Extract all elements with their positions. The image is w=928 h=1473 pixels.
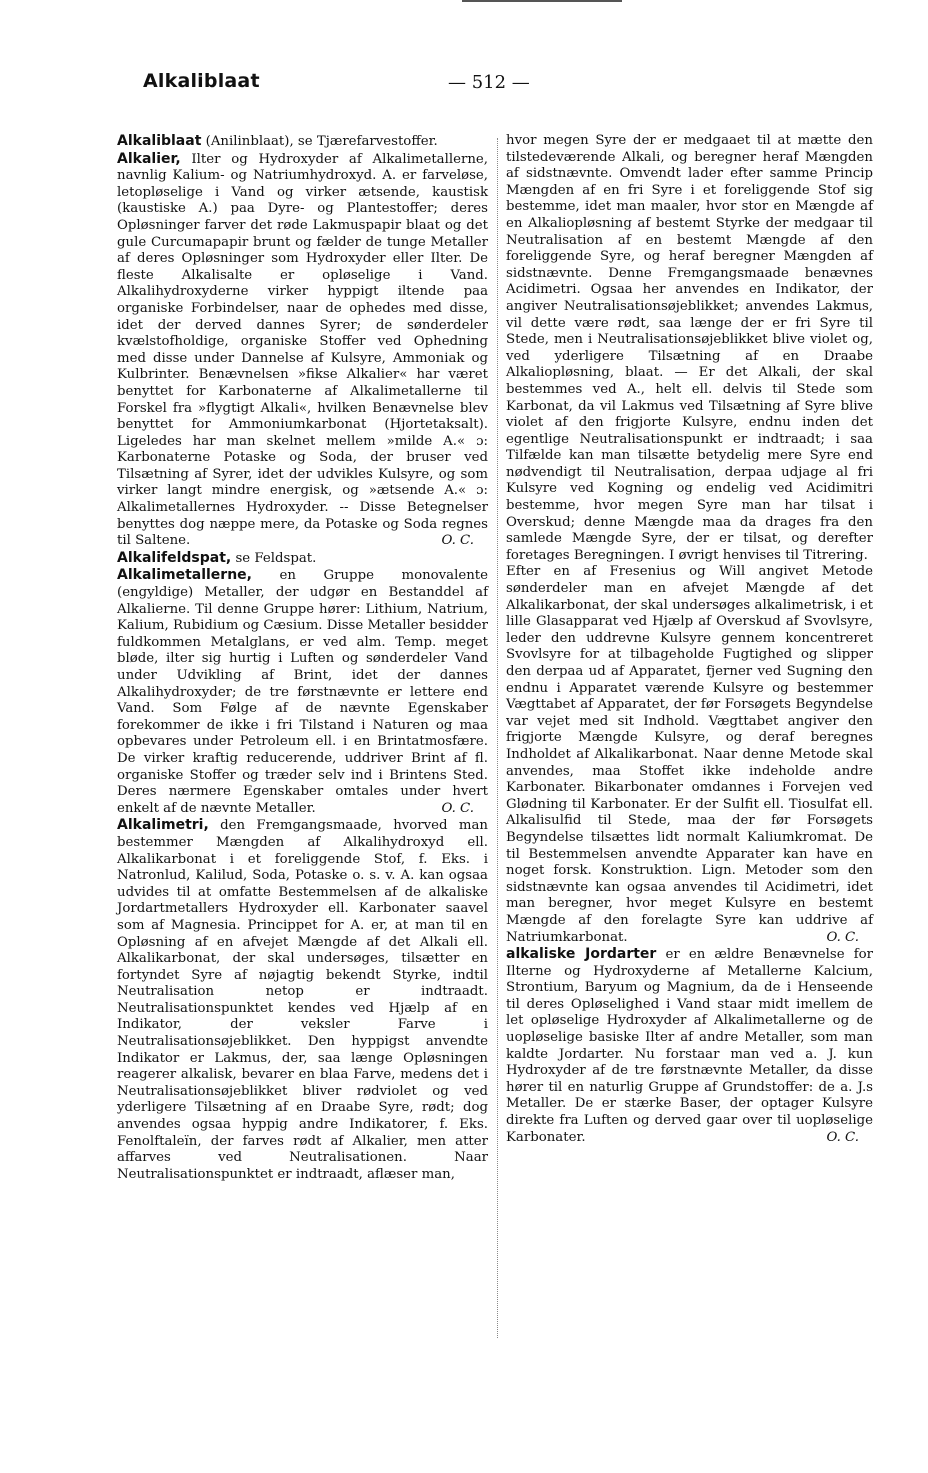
entry-alkalimetallerne [117,567,488,817]
entry-alkaliske-jordarter [506,946,873,1146]
signature: O. C. [441,800,474,816]
column-divider [497,138,498,1338]
headword: alkaliske Jordarter [506,946,657,963]
entry-text: er en ældre Benævnelse for Ilterne og Hydroxyderne af Metallerne Kalcium, Strontium, Baryum og Magnium, da de i Henseende til deres Opløselighed i Vand staar midt imellem de let opløselige Hydroxyder af Alkalimetallerne og de uopløselige basiske Ilter af andre Metaller, som man kaldte Jordarter. Nu forstaar man ved a. J. kun Hydroxyder af de tre førstnævnte Metaller, da disse hører til en naturlig Gruppe af Grundstoffer: de a. J.s Metaller. De er stærke Baser, der optager Kulsyre direkte fra Luften og derved gaar over til uopløselige Karbonater. [506,947,874,1145]
entry-text: Efter en af Fresenius og Will angivet Metode sønderdeler man en afvejet Mængde af det Alkalikarbonat, der skal undersøges alkalimetrisk, i et lille Glasapparat ved Hjælp af Overskud af Svovlsyre, leder den uddrevne Kulsyre gennem koncentreret Svovlsyre for at tilbageholde Fugtighed og slipper den derpaa ud af Apparatet, fjerner ved Sugning den endnu i Apparatet værende Kulsyre og bestemmer Vægttabet af Apparatet, der før Forsøgets Begyndelse var vejet med sit Indhold. Vægttabet angiver den frigjorte Mængde Kulsyre, og deraf beregnes Indholdet af Alkalikarbonat. Naar denne Metode skal anvendes, maa Stoffet ikke indeholde andre Karbonater. Bikarbonater omdannes i Forvejen ved Glødning til Karbonater. Er der Sulfit ell. Tiosulfat ell. Alkalisulfid til Stede, maa der før Forsøgets Begyndelse tilsættes lidt normalt Kaliumkromat. De til Bestemmelsen anvendte Apparater kan have en noget forsk. Konstruktion. Lign. Metoder som den sidstnævnte kan ogsaa anvendes til Acidimetri, idet man beregner, hvor meget Kulsyre en bestemt Mængde af den forelagte Syre kan uddrive af Natriumkarbonat. [506,564,873,945]
entry-text: se Feldspat. [235,550,317,566]
entry-text: Ilter og Hydroxyder af Alkalimetallerne, navnlig Kalium- og Natriumhydroxyd. A. er farveløse, letopløselige i Vand og virker ætsende, kaustisk (kaustiske A.) paa Dyre- og Plantestoffer; deres Opløsninger farver det røde Lakmuspapir blaat og det gule Curcumapapir brunt og fælder de tunge Metaller af deres Opløsninger som Hydroxyder eller Ilter. De fleste Alkalisalte er opløselige i Vand. Alkalihydroxyderne virker hyppigt iltende paa organiske Forbindelser, naar de ophedes med disse, idet der derved dannes Syrer; de sønderdeler kvælstofholdige, organiske Stoffer ved Ophedning med disse under Dannelse af Kulsyre, Ammoniak og Kulbrinter. Benævnelsen »fikse Alkalier« har været benyttet for Karbonaterne af Alkalimetallerne til Forskel fra »flygtigt Alkali«, hvilken Benævnelse blev benyttet for Ammoniumkarbonat (Hjortetaksalt). Ligeledes har man skelnet mellem »milde A.« ɔ: Karbonaterne Potaske og Soda, der bruser ved Tilsætning af Syrer, idet der udvikles Kulsyre, og som virker langt mindre energisk, og »ætsende A.« ɔ: Alkalimetallernes Hydroxyder. -- Disse Betegnelser benyttes dog næppe mere, da Potaske og Soda regnes til Saltene. [117,151,489,549]
running-head: Alkaliblaat [143,70,260,92]
right-column [506,133,873,1146]
entry-alkalimetri-continued [506,133,873,564]
entry-alkalimetri [117,817,488,1183]
entry-alkalifeldspat [117,550,488,568]
headword: Alkaliblaat [117,133,202,149]
entry-text: den Fremgangsmaade, hvorved man bestemmer Mængden af Alkalihydroxyd ell. Alkalikarbonat i et foreliggende Stof, f. Eks. i Natronlud, Kalilud, Soda, Potaske o. s. v. A. kan ogsaa udvides til at omfatte Bestemmelsen af de alkaliske Jordartmetallers Hydroxyder ell. Karbonater saavel som af Magnesia. Princippet for A. er, at man til en Opløsning af en afvejet Mængde af det Alkali ell. Alkalikarbonat, der skal undersøges, tilsætter en fortyndet Syre af nøjagtig bekendt Styrke, indtil Neutralisation netop er indtraadt. Neutralisationspunktet kendes ved Hjælp af en Indikator, der veksler Farve i Neutralisationsøjeblikket. Den hyppigst anvendte Indikator er Lakmus, der, saa længe Opløsningen reagerer alkalisk, bevarer en blaa Farve, medens det i Neutralisationsøjeblikket bliver rødviolet og ved yderligere Tilsætning af en Draabe Syre, rødt; dog anvendes ogsaa hyppig andre Indikatorer, f. Eks. Fenolftaleïn, der farves rødt af Alkalier, men atter affarves ved Neutralisationen. Naar Neutralisationspunktet er indtraadt, aflæser man, [117,818,488,1182]
signature: O. C. [441,533,474,549]
headword: Alkalimetri, [117,817,209,834]
entry-text: en Gruppe monovalente (engyldige) Metaller, der udgør en Bestanddel af Alkalierne. Til denne Gruppe hører: Lithium, Natrium, Kalium, Rubidium og Cæsium. Disse Metaller besidder fuldkommen Metalglans, er ved alm. Temp. meget bløde, ilter sig hurtig i Luften og sønderdeler Vand under Udvikling af Brint, idet der dannes Alkalihydroxyder; de tre førstnævnte er lettere end Vand. Som Følge af de nævnte Egenskaber forekommer de ikke i fri Tilstand i Naturen og maa opbevares under Petroleum ell. i en Brintatmosfære. De virker kraftig reducerende, uddriver Brint af fl. organiske Stoffer og træder selv ind i Brintens Sted. Deres nærmere Egenskaber omtales under hvert enkelt af de nævnte Metaller. [117,568,489,816]
entry-alkalier [117,151,488,550]
headword: Alkalifeldspat, [117,549,232,566]
signature: O. C. [826,929,859,945]
entry-alkaliblaat [117,133,488,151]
headword: Alkalimetallerne, [117,567,252,584]
signature: O. C. [826,1129,859,1145]
top-rule [462,0,622,2]
page-header [143,70,868,106]
entry-fresenius-will-method [506,564,873,946]
entry-text: (Anilinblaat), se Tjærefarvestoffer. [205,134,438,149]
entry-text: hvor megen Syre der er medgaaet til at mætte den tilstedeværende Alkali, og beregner heraf Mængden af sidstnævnte. Omvendt lader efter samme Princip Mængden af en fri Syre i et foreliggende Stof sig bestemme, idet man maaler, hvor stor en Mængde af en Alkaliopløsning af bestemt Styrke der medgaar til Neutralisation af en bestemt Mængde af den foreliggende Syre, og heraf beregner Mængden af sidstnævnte. Denne Fremgangsmaade benævnes Acidimetri. Ogsaa her anvendes en Indikator, der angiver Neutralisationsøjeblikket; anvendes Lakmus, vil dette være rødt, saa længe der er fri Syre til Stede, men i Neutralisationsøjeblikket blive violet og, ved yderligere Tilsætning af en Draabe Alkaliopløsning, blaat. — Er det Alkali, der skal bestemmes ved A., helt ell. delvis til Stede som Karbonat, da vil Lakmus ved Tilsætning af Syre blive violet af den frigjorte Kulsyre, endnu inden det egentlige Neutralisationspunkt er indtraadt; i saa Tilfælde kan man tilsætte betydelig mere Syre end nødvendigt til Neutralisation, derpaa udjage al fri Kulsyre ved Kogning og endelig ved Acidimitri bestemme, hvor megen Syre man har tilsat i Overskud; denne Mængde maa da drages fra den samlede Mængde Syre, der er tilsat, og derefter foretages Beregningen. I øvrigt henvises til Titrering. [506,133,873,563]
headword: Alkalier, [117,150,181,167]
left-column [117,133,488,1183]
page-number: — 512 — [448,72,530,93]
